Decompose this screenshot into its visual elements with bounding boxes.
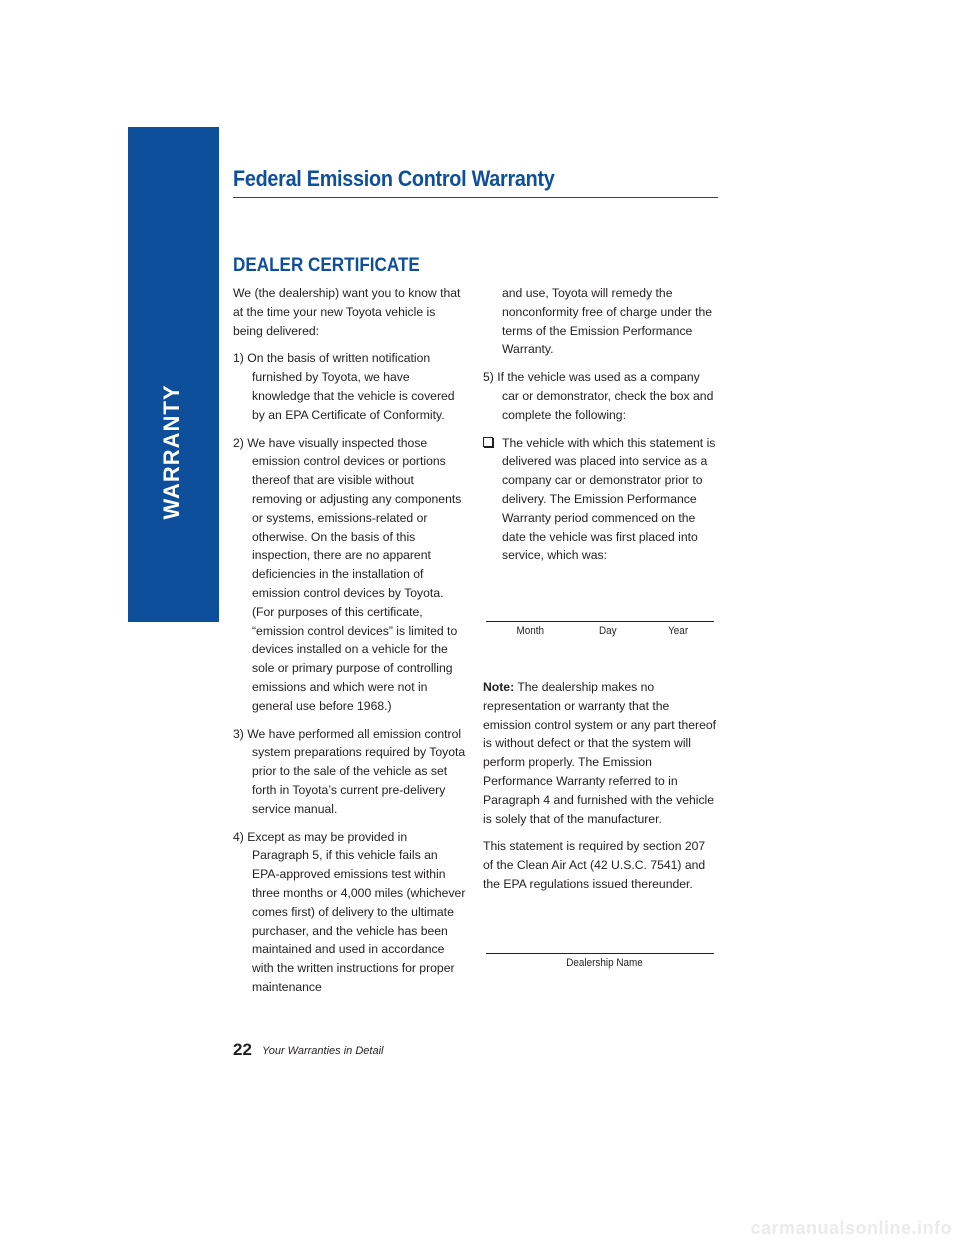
item-4: 4) Except as may be provided in Paragraph 5, if this vehicle fails an EPA-approved emissions test within three months or 4,000 miles (whichever comes first) of delivery to the ultimate purchaser, and the vehicle has been maintained and used in accordance with the written instructions for proper maintenance <box>233 829 466 994</box>
company-car-text: The vehicle with which this statement is delivered was placed into service as a company car or demonstrator prior to delivery. The Emission Performance Warranty period commenced on the date the vehicle was first placed into service, which was: <box>502 435 716 563</box>
dealership-name-line[interactable] <box>486 953 714 954</box>
title-divider <box>233 197 718 198</box>
sidebar-label: WARRANTY <box>159 384 184 520</box>
note-text: The dealership makes no representation or warranty that the emission control system or any part thereof is without defect or that the system will perform properly. The Emission Performance Warranty referred to in Paragraph 4 and furnished with the vehicle is solely that of the manufacturer. <box>483 680 717 826</box>
left-column <box>233 284 467 1006</box>
section-title: DEALER CERTIFICATE <box>233 255 420 276</box>
company-car-checkbox[interactable] <box>483 437 493 447</box>
dealership-name-label: Dealership Name <box>566 957 643 969</box>
item-3: 3) We have performed all emission control system preparations required by Toyota prior to the sale of the vehicle as set forth in Toyota’s current pre-delivery service manual. <box>233 726 466 816</box>
item-2: 2) We have visually inspected those emission control devices or portions thereof that are visible without removing or adjusting any components or systems, emissions-related or otherwise. On the basis of this inspection, there are no apparent deficiencies in the installation of emission control devices by Toyota. (For purposes of this certificate, “emission control devices” is limited to devices installed on a vehicle for the sole or primary purpose of controlling emissions and which were not in general use before 1968.) <box>233 435 462 713</box>
day-label: Day <box>598 625 617 637</box>
sidebar-label-wrap <box>160 327 184 577</box>
service-date-line[interactable] <box>486 621 714 622</box>
footer-text: Your Warranties in Detail <box>262 1045 384 1057</box>
note-block <box>483 678 717 903</box>
item-1: 1) On the basis of written notification furnished by Toyota, we have knowledge that the vehicle is covered by an EPA Certificate of Conformity. <box>233 351 455 422</box>
statement-paragraph: This statement is required by section 207 of the Clean Air Act (42 U.S.C. 7541) and the EPA regulations issued thereunder. <box>483 839 706 891</box>
intro-paragraph: We (the dealership) want you to know that at the time your new Toyota vehicle is being delivered: <box>233 286 461 338</box>
month-label: Month <box>516 625 545 637</box>
note-label: Note: <box>483 680 515 694</box>
right-column <box>483 284 717 574</box>
item-4-continued: and use, Toyota will remedy the nonconformity free of charge under the terms of the Emission Performance Warranty. <box>502 286 713 357</box>
note-paragraph <box>483 678 717 828</box>
page-number: 22 <box>233 1040 252 1059</box>
company-car-statement <box>483 434 717 566</box>
watermark-text: carmanualsonline.info <box>750 1218 952 1238</box>
year-label: Year <box>668 625 689 637</box>
sidebar-band <box>128 127 219 622</box>
page-title: Federal Emission Control Warranty <box>233 166 555 191</box>
watermark <box>0 1218 960 1242</box>
item-5: 5) If the vehicle was used as a company car or demonstrator, check the box and complete the following: <box>483 370 714 422</box>
